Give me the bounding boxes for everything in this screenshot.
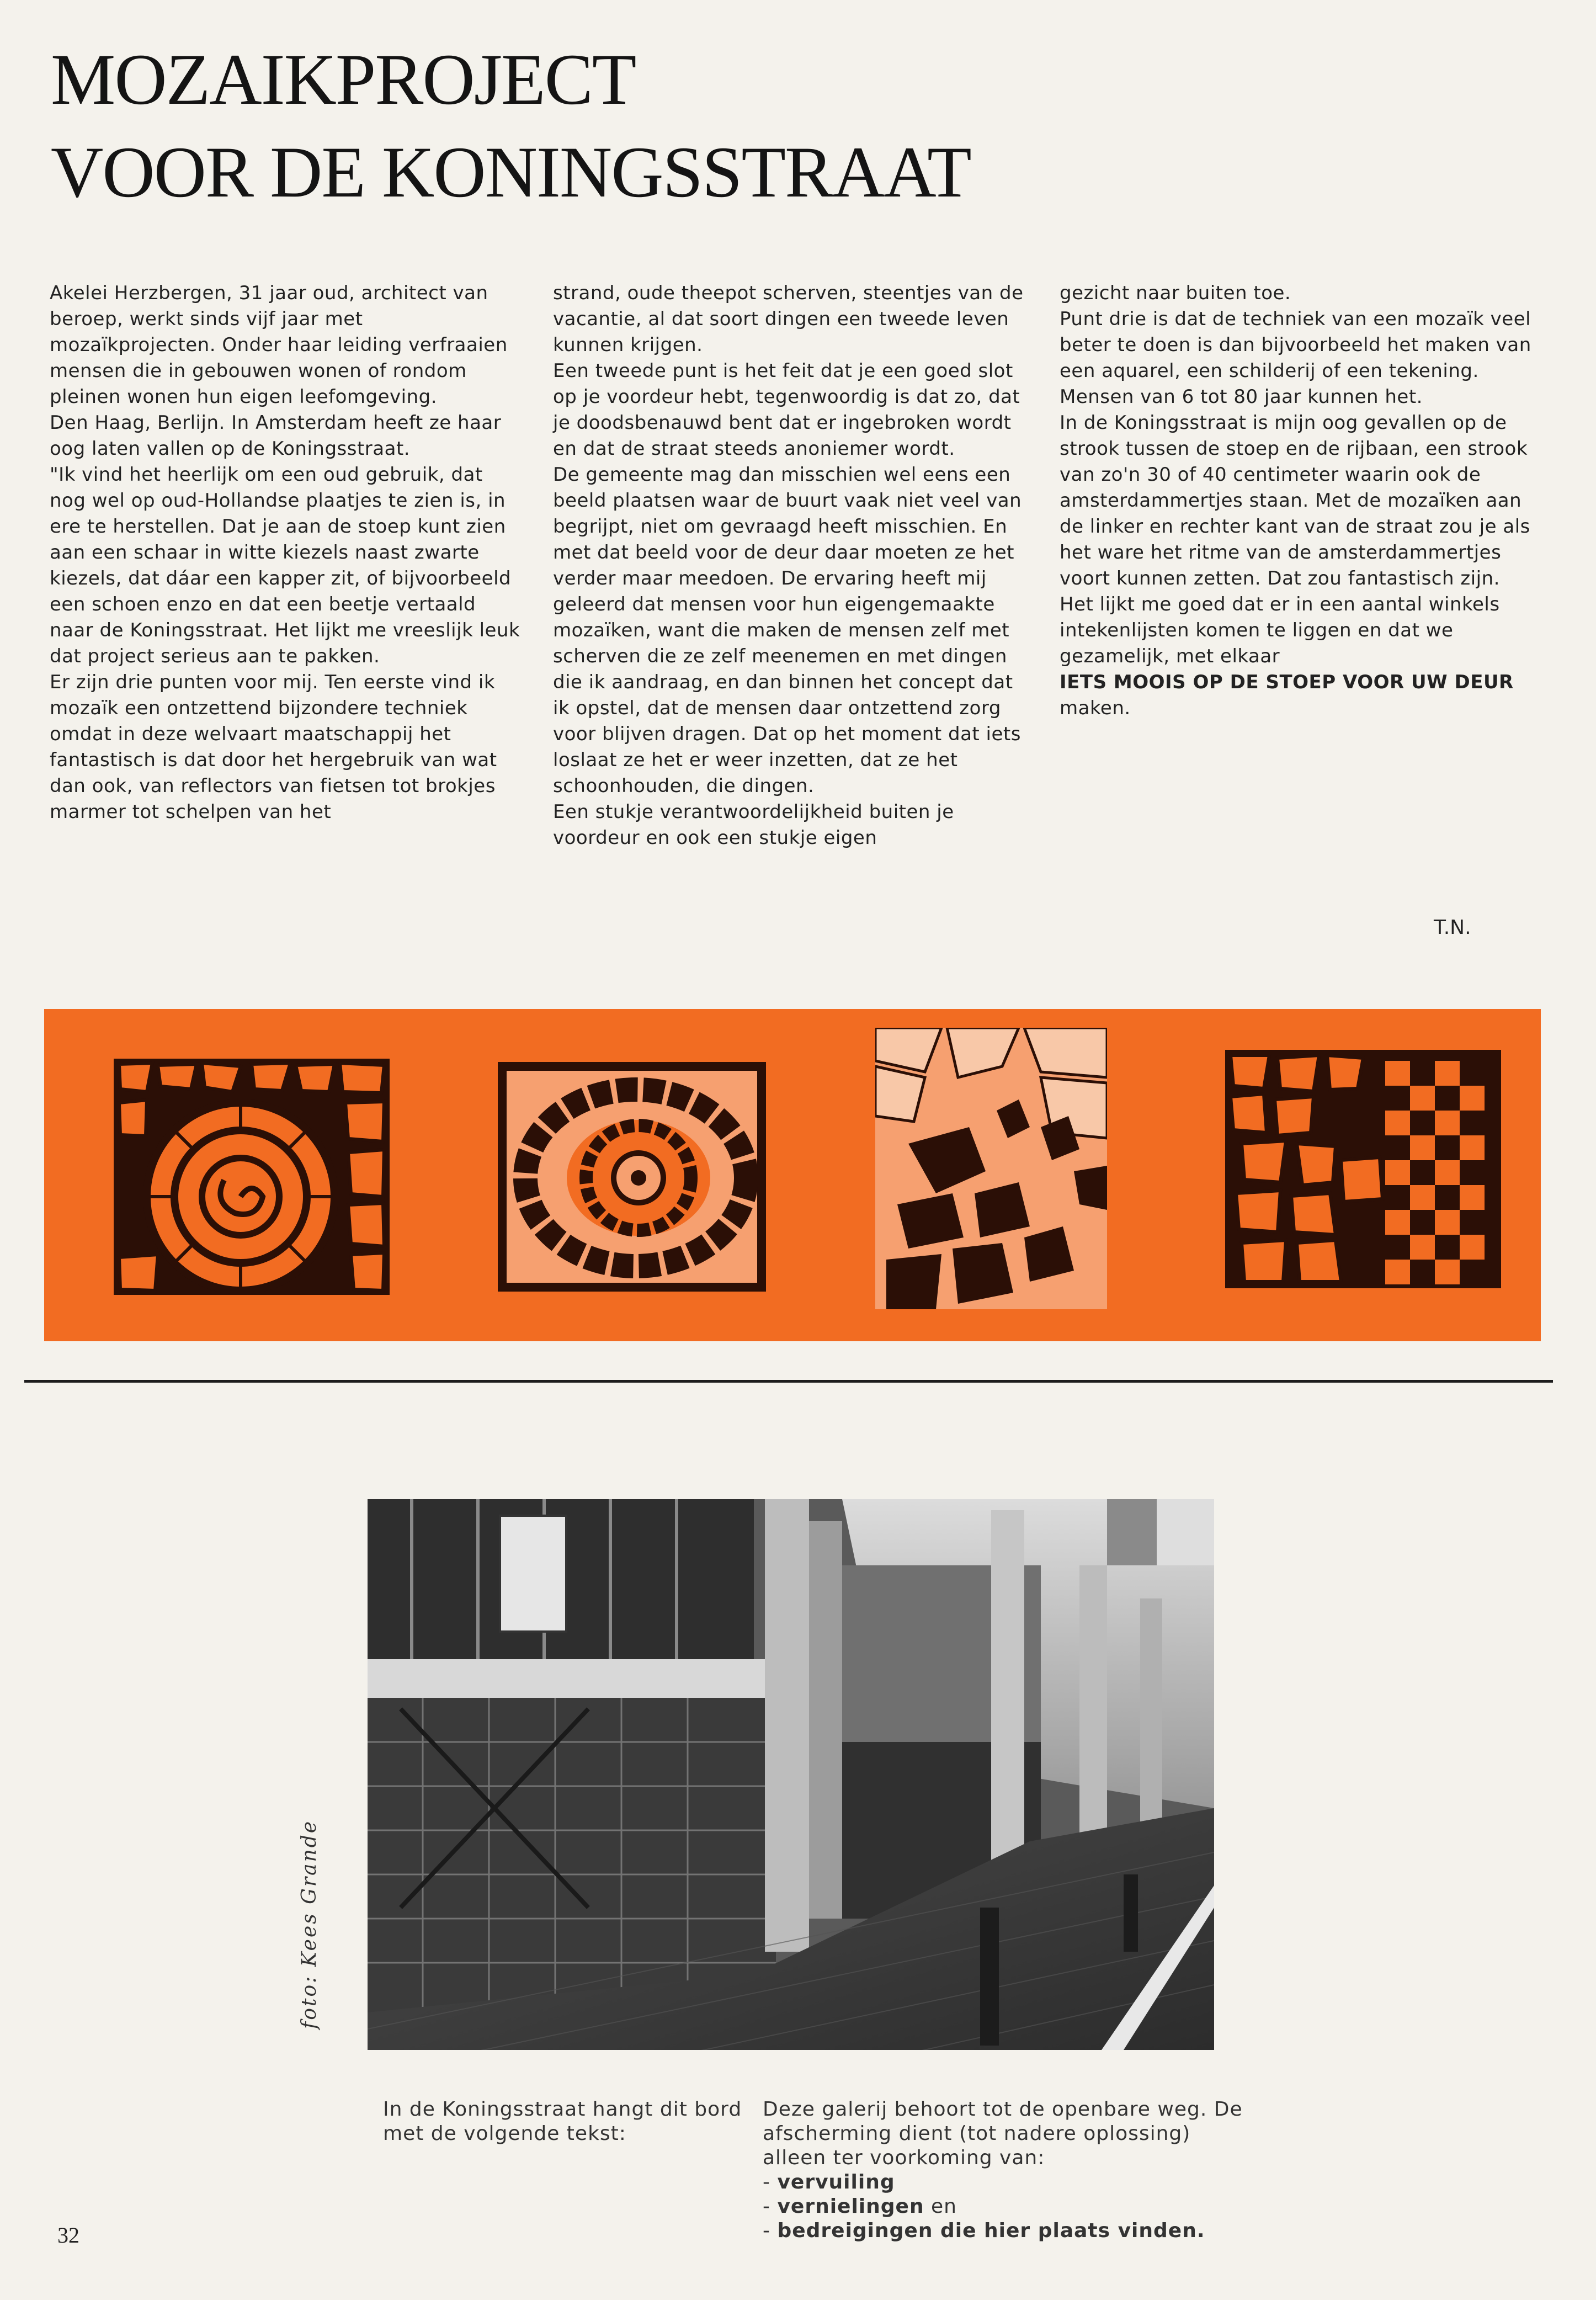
list-item (763, 2170, 1248, 2195)
paragraph: Akelei Herzbergen, 31 jaar oud, architect van beroep, werkt sinds vijf jaar met mozaïkprojecten. Onder haar leiding verfraaien mensen die in gebouwen wonen of rondom pleinen wonen hun eigen leefomgeving. (50, 282, 508, 408)
closing-tail: maken. (1060, 697, 1131, 719)
caption-left-text: In de Koningsstraat hangt dit bord met de volgende tekst: (383, 2098, 742, 2145)
closing-sentence (1060, 670, 1545, 721)
list-item (763, 2219, 1248, 2243)
paragraph: Een tweede punt is het feit dat je een goed slot op je voordeur hebt, tegenwoordig is dat zo, dat je doodsbenauwd bent dat er ingebroken wordt en dat de straat steeds anoniemer wordt. (553, 360, 1020, 460)
paragraph: strand, oude theepot scherven, steentjes van de vacantie, al dat soort dingen een tweede leven kunnen krijgen. (553, 282, 1024, 356)
title-line-1: MOZAIKPROJECT (51, 39, 636, 120)
mosaic-tile-spiral-circle (114, 1059, 390, 1295)
paragraph: Punt drie is dat de techniek van een mozaïk veel beter te doen is dan bijvoorbeeld het maken van een aquarel, een schilderij of een tekening. Mensen van 6 tot 80 jaar kunnen het. (1060, 308, 1531, 408)
list-item-bold: bedreigingen die hier plaats vinden. (777, 2219, 1205, 2242)
closing-caps: IETS MOOIS OP DE STOEP VOOR UW DEUR (1060, 671, 1514, 693)
paragraph: De gemeente mag dan misschien wel eens een beeld plaatsen waar de buurt vaak niet veel van begrijpt, niet om gevraagd heeft misschien. En met dat beeld voor de deur daar moeten ze het verder maar meedoen. De ervaring heeft mij geleerd dat mensen voor hun eigengemaakte mozaïken, want die maken de mensen zelf met scherven die ze zelf meenemen en met dingen die ik aandraag, en dan binnen het concept dat ik opstel, dat de mensen daar ontzettend zorg voor blijven dragen. Dat op het moment dat iets loslaat ze het er weer inzetten, dat ze het schoonhouden, die dingen. (553, 464, 1022, 797)
caption-left (383, 2097, 747, 2146)
author-initials: T.N. (1434, 916, 1471, 939)
paragraph: gezicht naar buiten toe. (1060, 282, 1291, 304)
caption-list (763, 2170, 1248, 2243)
article-column-1 (50, 280, 524, 825)
list-item-bold: vervuiling (777, 2171, 895, 2193)
paragraph: Er zijn drie punten voor mij. Ten eerste vind ik mozaïk een ontzettend bijzondere techniek omdat in deze welvaart maatschappij het fantastisch is dat door het hergebruik van wat dan ook, van reflectors van fietsen tot brokjes marmer tot schelpen van het (50, 671, 497, 823)
list-item-tail: en (924, 2195, 957, 2218)
mosaic-tile-checkerboard (1225, 1050, 1501, 1288)
page-number: 32 (57, 2223, 79, 2248)
mosaic-tile-fragments (875, 1028, 1107, 1309)
mosaic-tile-eye (498, 1062, 766, 1292)
mosaic-band (44, 1009, 1541, 1341)
title-line-2: VOOR DE KONINGSSTRAAT (51, 131, 971, 213)
list-item (763, 2195, 1248, 2219)
paragraph: In de Koningsstraat is mijn oog gevallen op de strook tussen de stoep en de rijbaan, een strook van zo'n 30 of 40 centimeter waarin ook de amsterdammertjes staan. Met de mozaïken aan de linker en rechter kant van de straat zou je als het ware het ritme van de amsterdammertjes voort kunnen zetten. Dat zou fantastisch zijn. (1060, 412, 1530, 589)
section-divider (24, 1380, 1553, 1383)
paragraph: Het lijkt me goed dat er in een aantal winkels intekenlijsten komen te liggen en dat we gezamelijk, met elkaar (1060, 593, 1500, 667)
paragraph: Een stukje verantwoordelijkheid buiten je voordeur en ook een stukje eigen (553, 801, 954, 849)
article-column-2 (553, 280, 1028, 851)
paragraph: Den Haag, Berlijn. In Amsterdam heeft ze haar oog laten vallen op de Koningsstraat. (50, 412, 502, 460)
paragraph: "Ik vind het heerlijk om een oud gebruik, dat nog wel op oud-Hollandse plaatjes te zien is, in ere te herstellen. Dat je aan de stoep kunt zien aan een schaar in witte kiezels naast zwarte kiezels, dat dáar een kapper zit, of bijvoorbeeld een schoen enzo en dat een beetje vertaald naar de Koningsstraat. Het lijkt me vreeslijk leuk dat project serieus aan te pakken. (50, 464, 520, 667)
list-item-bold: vernielingen (777, 2195, 924, 2218)
article-title (51, 33, 971, 219)
article-column-3 (1060, 280, 1545, 721)
street-photo (368, 1499, 1214, 2050)
caption-right (763, 2097, 1248, 2243)
caption-right-intro: Deze galerij behoort tot de openbare weg. De afscherming dient (tot nadere oplossing) alleen ter voorkoming van: (763, 2098, 1243, 2169)
photo-credit: foto: Kees Grande (298, 1819, 321, 2029)
